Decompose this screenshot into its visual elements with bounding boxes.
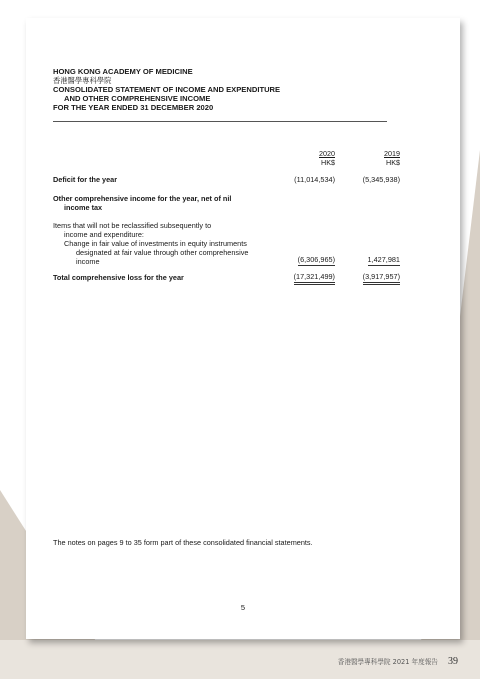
items-line-5: income [76, 257, 100, 266]
items-line-2: income and expenditure: [64, 230, 144, 239]
total-2020 [273, 272, 335, 281]
total-2019-value: (3,917,957) [363, 272, 400, 285]
oci-heading: Other comprehensive income for the year, net of nil [53, 194, 232, 203]
statement-title-continued: AND OTHER COMPREHENSIVE INCOME [64, 94, 211, 103]
column-unit-2020: HK$ [321, 158, 335, 167]
footnote: The notes on pages 9 to 35 form part of these consolidated financial statements. [53, 538, 313, 547]
items-line-4: designated at fair value through other comprehensive [76, 248, 249, 257]
fair-value-change-2020-value: (6,306,965) [297, 255, 335, 264]
inner-page-number: 5 [240, 603, 246, 612]
total-2019 [338, 272, 400, 281]
fair-value-change-2020 [273, 255, 335, 264]
oci-heading-continued: income tax [64, 203, 103, 212]
deficit-2019: (5,345,938) [362, 175, 400, 184]
report-footer [338, 656, 458, 667]
items-line-3: Change in fair value of investments in equity instruments [64, 239, 247, 248]
items-line-1: Items that will not be reclassified subsequently to [53, 221, 212, 230]
column-header-2019 [350, 149, 400, 167]
column-unit-2019: HK$ [386, 158, 400, 167]
total-2020-value: (17,321,499) [294, 272, 335, 285]
column-year-2019: 2019 [384, 149, 400, 158]
statement-title: CONSOLIDATED STATEMENT OF INCOME AND EXPENDITURE [53, 85, 281, 94]
total-label: Total comprehensive loss for the year [53, 273, 184, 282]
deficit-2020: (11,014,534) [294, 175, 335, 184]
header-rule [53, 121, 387, 122]
statement-period: FOR THE YEAR ENDED 31 DECEMBER 2020 [53, 103, 214, 112]
fair-value-change-2019 [338, 255, 400, 264]
column-year-2020: 2020 [319, 149, 335, 158]
deficit-label: Deficit for the year [53, 175, 118, 184]
organization-name-chinese: 香港醫學專科學院 [53, 76, 112, 85]
report-footer-text: 香港醫學專科學院 2021 年度報告 [337, 658, 438, 666]
organization-name: HONG KONG ACADEMY OF MEDICINE [53, 67, 193, 76]
fair-value-change-2019-value: 1,427,981 [367, 255, 400, 264]
column-header-2020 [285, 149, 335, 167]
report-page-number: 39 [448, 656, 458, 667]
